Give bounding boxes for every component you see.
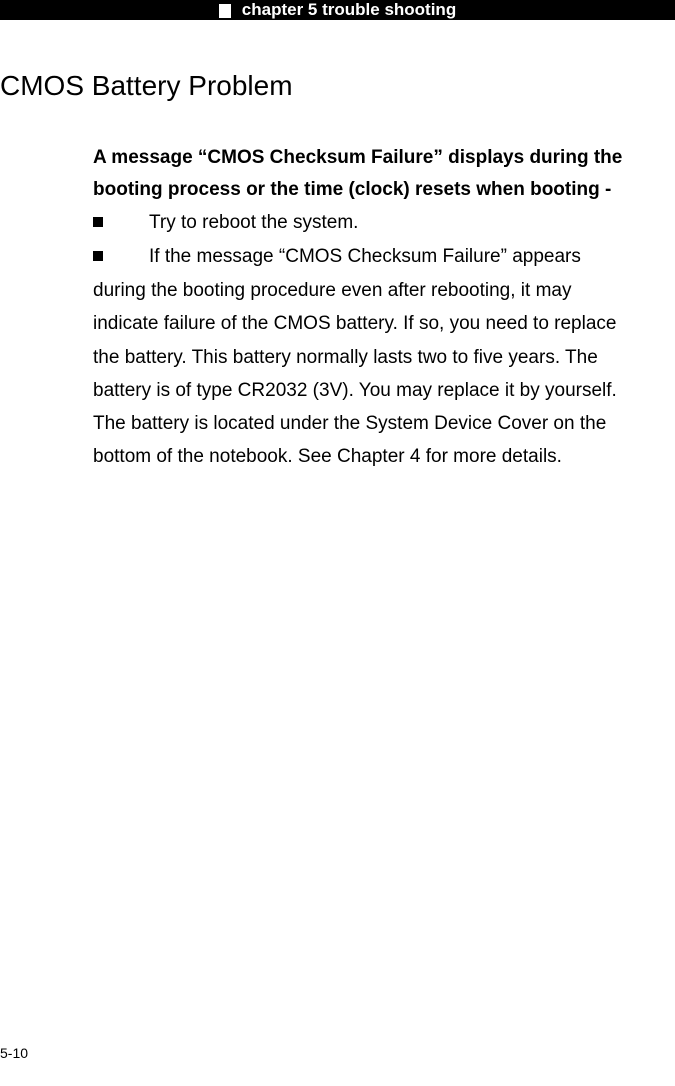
square-bullet-icon (93, 251, 103, 261)
intro-line: A message “CMOS Checksum Failure” displays during the (93, 147, 623, 168)
bullet-item: Try to reboot the system. (149, 212, 359, 233)
bullet-item: If the message “CMOS Checksum Failure” appears (149, 246, 581, 267)
body-line: the battery. This battery normally lasts two to five years. The (93, 347, 598, 368)
body-line: during the booting procedure even after rebooting, it may (93, 280, 572, 301)
section-title: CMOS Battery Problem (0, 70, 293, 101)
body-line: bottom of the notebook. See Chapter 4 for more details. (93, 446, 562, 467)
square-bullet-icon (93, 217, 103, 227)
intro-line: booting process or the time (clock) resets when booting - (93, 179, 612, 200)
body-line: battery is of type CR2032 (3V). You may replace it by yourself. (93, 380, 617, 401)
page-number: 5-10 (0, 1045, 29, 1061)
body-line: indicate failure of the CMOS battery. If so, you need to replace (93, 313, 617, 334)
square-bullet-icon (219, 4, 231, 18)
body-line: The battery is located under the System Device Cover on the (93, 413, 607, 434)
chapter-title: chapter 5 trouble shooting (241, 0, 457, 19)
chapter-header-bar (0, 0, 675, 20)
